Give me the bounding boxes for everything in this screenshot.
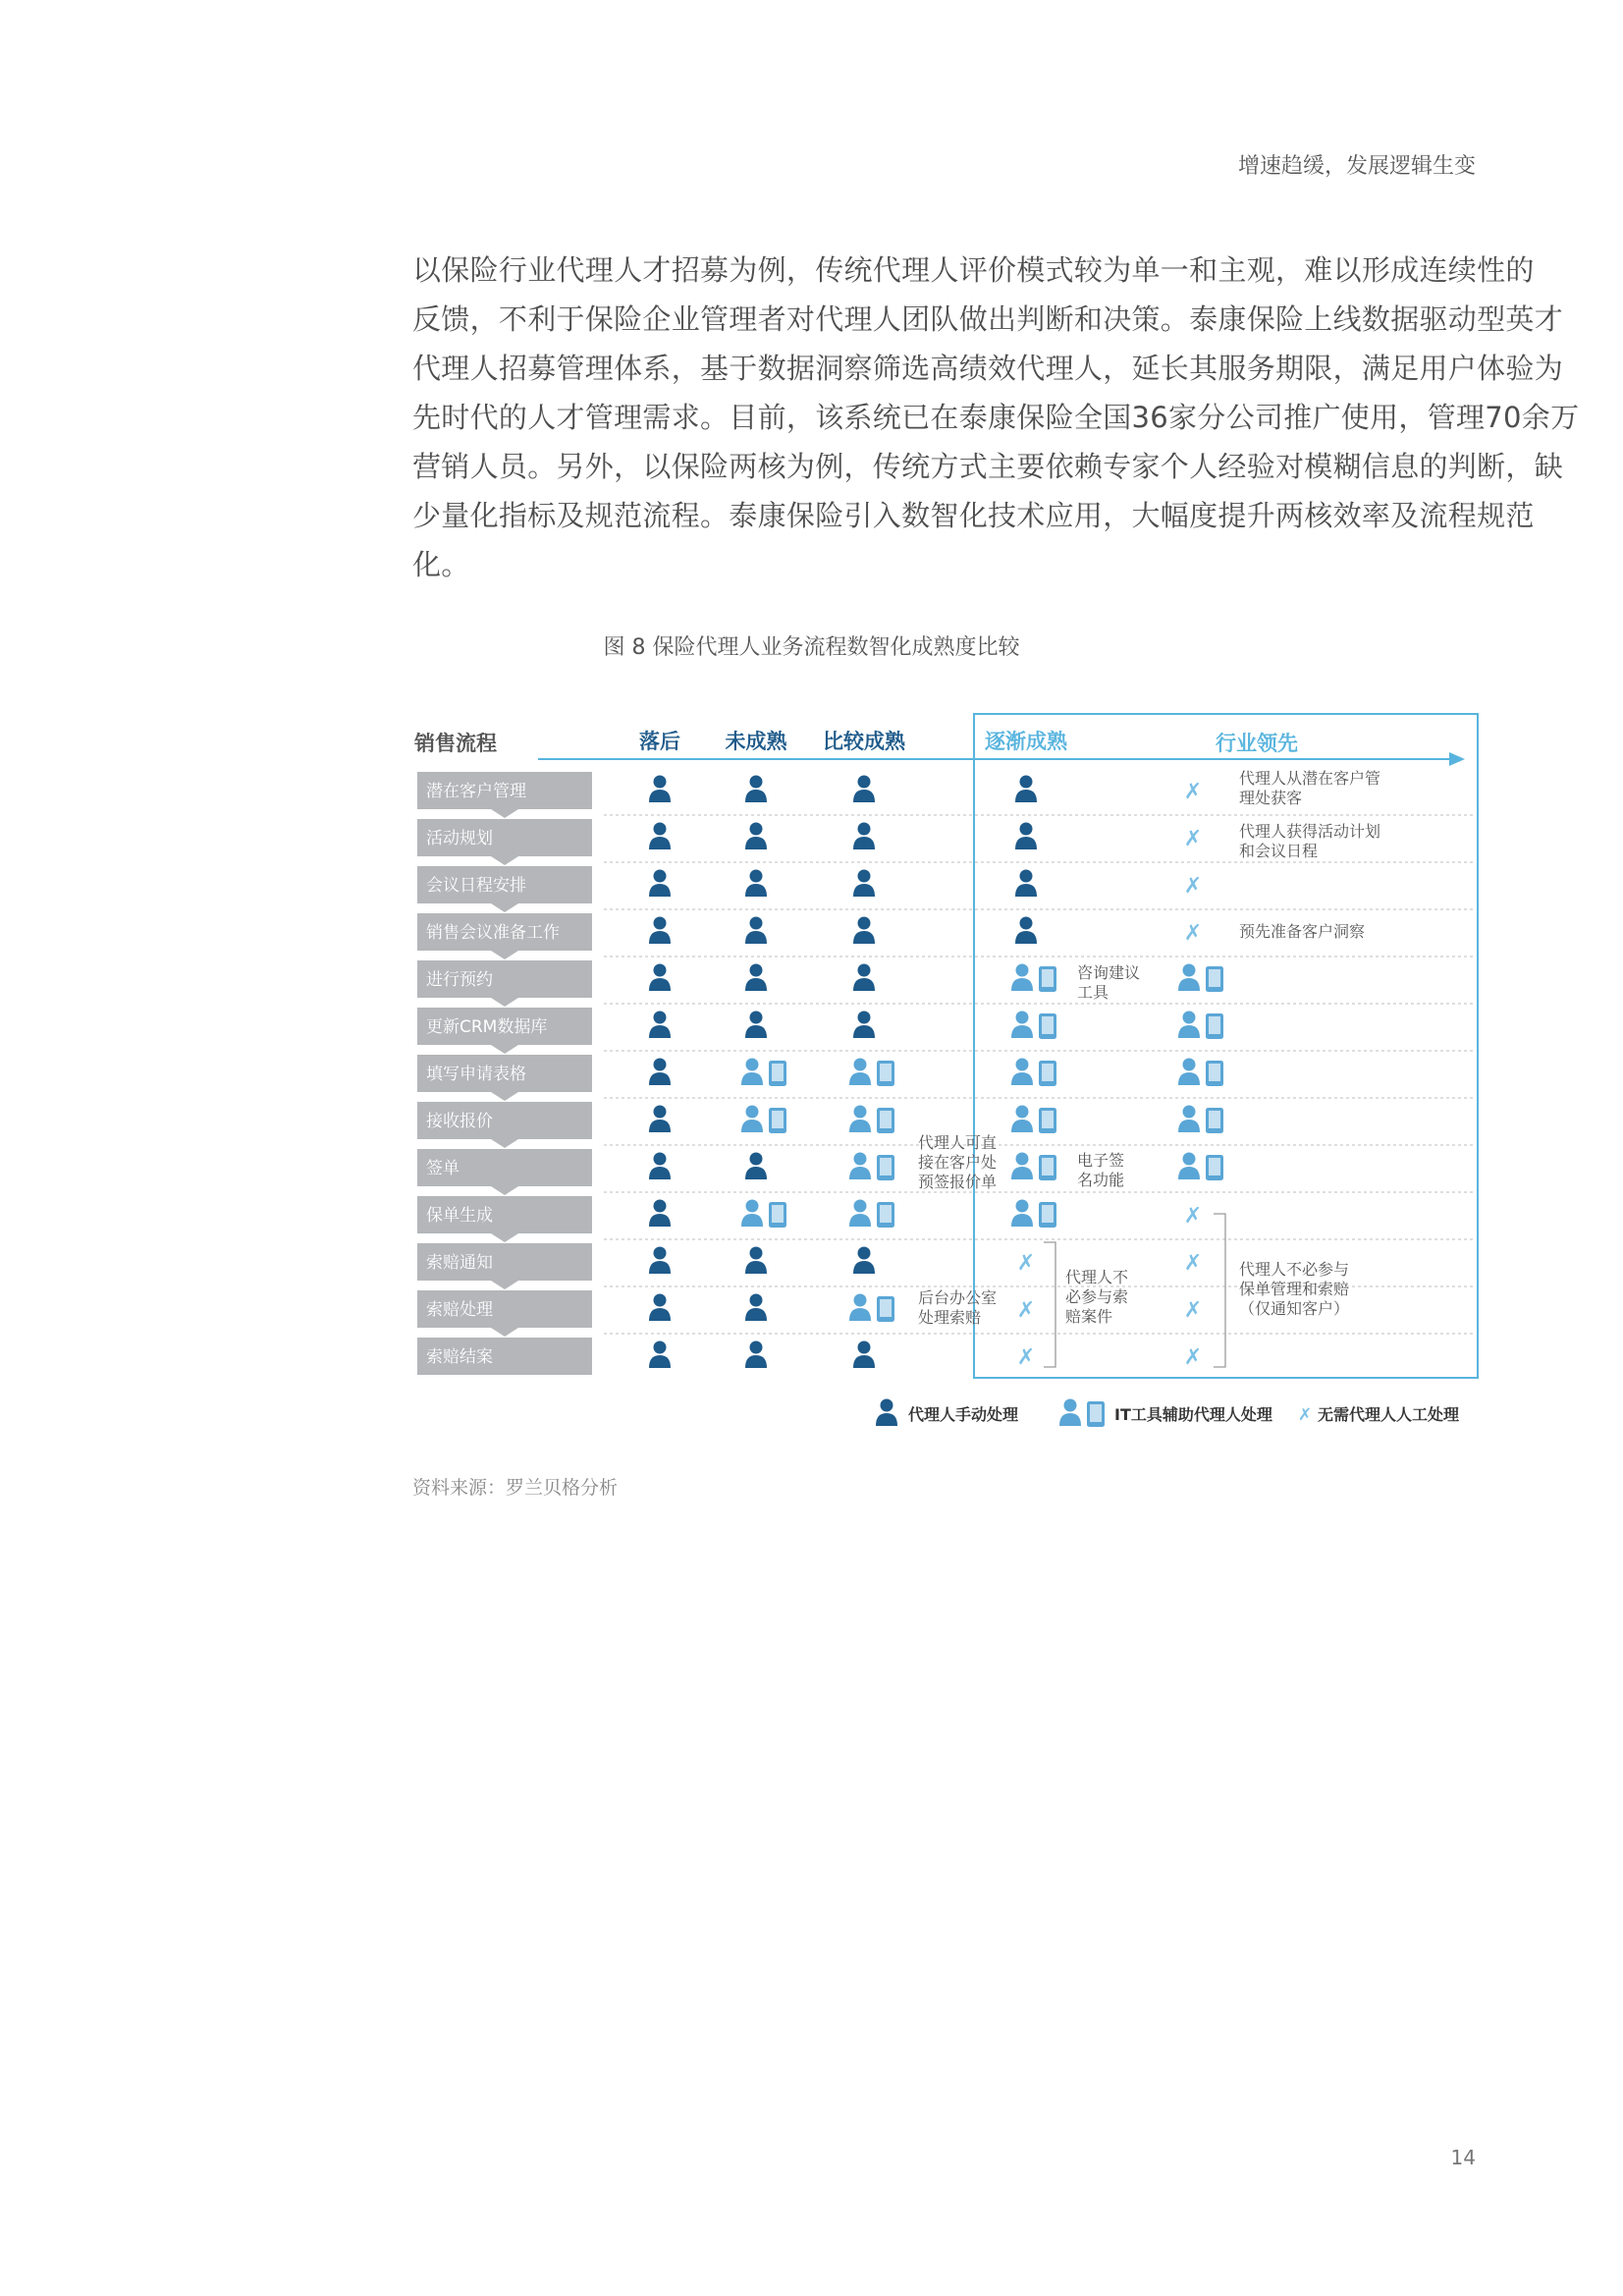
stage-label: 保单生成 (426, 1206, 493, 1226)
body-line: 代理人招募管理体系，基于数据洞察筛选高绩效代理人，延长其服务期限，满足用户体验为 (412, 352, 1564, 385)
legend-manual-label: 代理人手动处理 (908, 1405, 1019, 1424)
cross-icon: ✗ (1016, 1298, 1036, 1323)
tablet-icon (1039, 1202, 1056, 1228)
tablet-icon (877, 1061, 894, 1086)
tablet-icon (1039, 1108, 1056, 1133)
person-icon (649, 870, 671, 898)
person-icon (1178, 1011, 1200, 1039)
person-icon (741, 1059, 763, 1086)
stage-row (417, 1338, 1202, 1375)
page-number: 14 (1450, 2146, 1476, 2169)
tablet-icon (1206, 1061, 1223, 1086)
stage-label: 销售会议准备工作 (426, 923, 560, 943)
cross-icon: ✗ (1183, 1251, 1203, 1276)
person-icon (1178, 1059, 1200, 1086)
tablet-icon (769, 1061, 786, 1086)
tablet-icon (1039, 966, 1056, 992)
person-icon (741, 1106, 763, 1133)
stage-label: 填写申请表格 (426, 1065, 526, 1084)
person-icon (876, 1399, 897, 1427)
person-icon (741, 1200, 763, 1228)
person-icon (745, 870, 767, 898)
cross-icon: ✗ (1183, 1204, 1203, 1229)
person-icon (849, 1106, 871, 1133)
person-icon (1011, 1200, 1033, 1228)
person-icon (853, 1011, 875, 1039)
person-icon (649, 1106, 671, 1133)
person-icon (1015, 776, 1037, 803)
person-icon (745, 776, 767, 803)
cross-icon: ✗ (1183, 1345, 1203, 1370)
col-header-1: 落后 (639, 730, 680, 753)
stage-chevron (491, 1092, 518, 1101)
cross-icon: ✗ (1183, 827, 1203, 851)
annotation-text: 代理人从潜在客户管理处获客 (1239, 769, 1381, 807)
source-note: 资料来源：罗兰贝格分析 (412, 1477, 619, 1499)
person-icon (649, 1059, 671, 1086)
person-icon (1011, 1059, 1033, 1086)
person-icon (745, 823, 767, 850)
person-icon (1015, 823, 1037, 850)
stage-chevron (491, 1186, 518, 1195)
stage-label: 签单 (426, 1159, 460, 1178)
tablet-icon (1039, 1061, 1056, 1086)
tablet-icon (877, 1202, 894, 1228)
col-header-3: 比较成熟 (823, 730, 905, 753)
annotation-text: 咨询建议工具 (1077, 963, 1141, 1002)
tablet-icon (877, 1296, 894, 1322)
person-icon (745, 1341, 767, 1369)
body-line: 营销人员。另外，以保险两核为例，传统方式主要依赖专家个人经验对模糊信息的判断，缺 (412, 450, 1564, 483)
person-icon (649, 1294, 671, 1322)
person-icon (853, 1341, 875, 1369)
person-icon (849, 1200, 871, 1228)
person-icon (853, 1247, 875, 1275)
person-icon (853, 823, 875, 850)
person-icon (1015, 870, 1037, 898)
stage-chevron (491, 903, 518, 912)
person-icon (1059, 1399, 1081, 1427)
cross-icon: ✗ (1016, 1251, 1036, 1276)
cross-icon: ✗ (1016, 1345, 1036, 1370)
person-icon (649, 1153, 671, 1180)
stage-row (417, 1008, 1473, 1054)
annotation-text: 后台办公室处理索赔 (918, 1288, 998, 1327)
stage-label: 索赔结案 (426, 1347, 493, 1367)
tablet-icon (1206, 1013, 1223, 1039)
person-icon (1178, 1153, 1200, 1180)
stage-chevron (491, 998, 518, 1007)
person-icon (745, 1247, 767, 1275)
person-icon (649, 1200, 671, 1228)
person-icon (649, 1011, 671, 1039)
person-icon (649, 964, 671, 992)
stage-chevron (491, 1233, 518, 1242)
person-icon (853, 964, 875, 992)
stage-row (417, 866, 1473, 912)
stage-row (417, 960, 1473, 1007)
annotation-text: 代理人不必参与索赔案件 (1065, 1268, 1129, 1326)
person-icon (1011, 1011, 1033, 1039)
person-icon (745, 1153, 767, 1180)
manual-person-icon (876, 1399, 897, 1427)
person-icon (649, 823, 671, 850)
stage-row (417, 1055, 1473, 1101)
person-icon (853, 776, 875, 803)
row-header: 销售流程 (414, 732, 497, 755)
cross-icon: ✗ (1183, 874, 1203, 899)
body-line: 先时代的人才管理需求。目前，该系统已在泰康保险全国36家分公司推广使用，管理70余万 (412, 401, 1580, 434)
stage-chevron (491, 809, 518, 818)
cross-icon: ✗ (1183, 780, 1203, 804)
person-icon (849, 1059, 871, 1086)
body-line: 反馈，不利于保险企业管理者对代理人团队做出判断和决策。泰康保险上线数据驱动型英才 (412, 302, 1564, 336)
stage-label: 会议日程安排 (426, 876, 526, 896)
col-header-2: 未成熟 (725, 730, 787, 753)
person-icon (853, 917, 875, 945)
tablet-icon (769, 1108, 786, 1133)
stage-label: 接收报价 (426, 1112, 493, 1131)
body-line: 少量化指标及规范流程。泰康保险引入数智化技术应用，大幅度提升两核效率及流程规范 (412, 499, 1535, 532)
stage-label: 索赔通知 (426, 1253, 493, 1273)
tablet-icon (1206, 966, 1223, 992)
stage-chevron (491, 856, 518, 865)
stage-chevron (491, 1281, 518, 1289)
cross-icon: ✗ (1183, 1298, 1203, 1323)
annotation-text: 代理人不必参与保单管理和索赔（仅通知客户） (1239, 1260, 1350, 1318)
assisted-person-icon (1059, 1399, 1105, 1428)
person-icon (649, 1341, 671, 1369)
annotation-text: 代理人获得活动计划和会议日程 (1239, 822, 1381, 860)
person-icon (849, 1294, 871, 1322)
person-icon (1011, 1106, 1033, 1133)
tablet-icon (1039, 1155, 1056, 1180)
person-icon (745, 1011, 767, 1039)
person-icon (1178, 964, 1200, 992)
person-icon (1011, 1153, 1033, 1180)
tablet-icon (1206, 1108, 1223, 1133)
tablet-icon (1087, 1401, 1105, 1427)
legend-assisted-label: IT工具辅助代理人处理 (1114, 1405, 1272, 1424)
col-header-4: 逐渐成熟 (985, 730, 1067, 753)
stage-chevron (491, 1328, 518, 1337)
stage-label: 潜在客户管理 (426, 782, 526, 801)
tablet-icon (1206, 1155, 1223, 1180)
tablet-icon (1039, 1013, 1056, 1039)
cross-icon: ✗ (1298, 1405, 1313, 1425)
stage-label: 更新CRM数据库 (426, 1017, 548, 1037)
tablet-icon (769, 1202, 786, 1228)
annotations (918, 769, 1380, 1367)
figure-caption: 图 8 保险代理人业务流程数智化成熟度比较 (603, 635, 1020, 660)
annotation-text: 预先准备客户洞察 (1239, 922, 1366, 941)
maturity-arrow-head (1449, 752, 1465, 766)
person-icon (649, 1247, 671, 1275)
person-icon (649, 776, 671, 803)
person-icon (649, 917, 671, 945)
tablet-icon (877, 1108, 894, 1133)
cross-icon: ✗ (1183, 921, 1203, 946)
col-header-5: 行业领先 (1216, 732, 1298, 755)
person-icon (853, 870, 875, 898)
body-line: 化。 (412, 548, 470, 581)
tablet-icon (877, 1155, 894, 1180)
person-icon (745, 964, 767, 992)
person-icon (1015, 917, 1037, 945)
person-icon (849, 1153, 871, 1180)
person-icon (1178, 1106, 1200, 1133)
person-icon (745, 1294, 767, 1322)
legend-none-label: 无需代理人人工处理 (1318, 1405, 1460, 1424)
annotation-text: 代理人可直接在客户处预签报价单 (918, 1133, 998, 1191)
stage-chevron (491, 1045, 518, 1054)
stage-chevron (491, 951, 518, 959)
stage-chevron (491, 1139, 518, 1148)
stage-label: 进行预约 (426, 970, 493, 990)
person-icon (745, 917, 767, 945)
stage-row (417, 1196, 1473, 1242)
person-icon (1011, 964, 1033, 992)
stage-label: 索赔处理 (426, 1300, 493, 1320)
body-line: 以保险行业代理人才招募为例，传统代理人评价模式较为单一和主观，难以形成连续性的 (412, 253, 1535, 287)
legend (876, 1399, 1460, 1428)
stage-label: 活动规划 (426, 829, 493, 848)
running-head: 增速趋缓，发展逻辑生变 (1237, 154, 1476, 179)
annotation-text: 电子签名功能 (1077, 1151, 1125, 1189)
